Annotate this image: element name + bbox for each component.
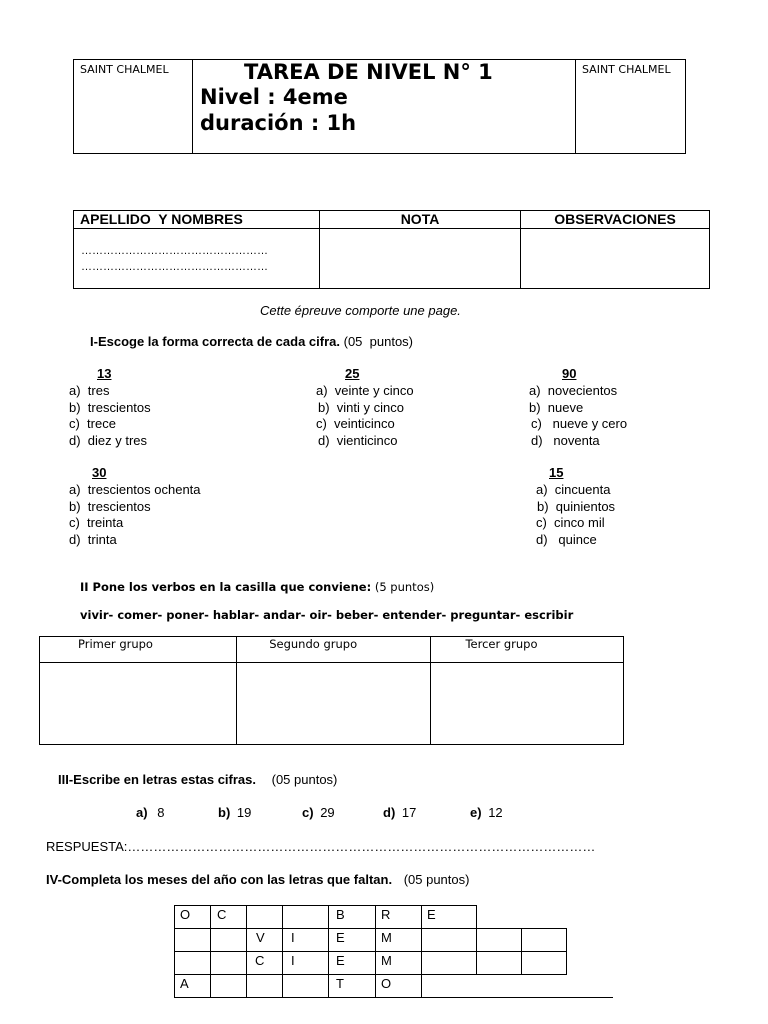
number-item-a: a) 8 — [136, 805, 165, 820]
header-box — [73, 59, 686, 154]
verb-groups-table — [39, 636, 624, 745]
option-25-b[interactable]: b) vinti y cinco — [318, 399, 404, 415]
section3-points: (05 puntos) — [271, 772, 338, 787]
section2-points: (5 puntos) — [374, 580, 435, 594]
section3-heading — [58, 772, 337, 787]
option-30-c[interactable]: c) treinta — [69, 515, 124, 531]
options-13 — [69, 383, 151, 449]
grid-cell-r1c5: B — [328, 905, 376, 929]
months-grid — [174, 905, 614, 1000]
third-group-cell[interactable] — [431, 663, 624, 745]
section2-heading — [80, 580, 434, 594]
option-90-d[interactable]: d) noventa — [531, 432, 600, 448]
col-header-observations: OBSERVACIONES — [554, 211, 676, 227]
section4-title: IV-Completa los meses del año con las letras que faltan. — [46, 872, 393, 887]
school-name-left: SAINT CHALMEL — [80, 63, 169, 76]
section1-title: I-Escoge la forma correcta de cada cifra. — [90, 334, 340, 349]
grid-cell-r2c6: M — [375, 928, 422, 952]
grid-cell-r4c4[interactable] — [282, 974, 329, 998]
option-25-d[interactable]: d) vienticinco — [318, 432, 398, 448]
number-25: 25 — [345, 366, 360, 381]
number-item-c: c) 29 — [302, 805, 335, 820]
grid-cell-r1c4[interactable] — [282, 905, 329, 929]
grid-cell-r3c9[interactable] — [521, 951, 567, 975]
header-divider-left — [192, 60, 193, 153]
page-notice: Cette épreuve comporte une page. — [260, 303, 461, 318]
grid-cell-r4c1: A — [174, 974, 211, 998]
grid-cell-r3c4: I — [282, 951, 329, 975]
grid-cell-r2c2[interactable] — [210, 928, 247, 952]
option-25-c[interactable]: c) veinticinco — [316, 416, 395, 432]
options-30 — [69, 482, 201, 548]
grid-cell-r3c8[interactable] — [476, 951, 522, 975]
section1-points: (05 puntos) — [343, 334, 413, 349]
col-header-grade: NOTA — [400, 211, 440, 227]
option-90-a[interactable]: a) novecientos — [529, 383, 618, 398]
grid-cell-r4c3[interactable] — [246, 974, 283, 998]
grid-cell-r2c7[interactable] — [421, 928, 477, 952]
option-13-d[interactable]: d) diez y tres — [69, 432, 148, 448]
name-field-line-1[interactable]: …………………………………………… — [81, 245, 268, 257]
number-13: 13 — [97, 366, 112, 381]
section1-heading — [90, 334, 413, 349]
grid-cell-r1c7: E — [421, 905, 477, 929]
option-13-a[interactable]: a) tres — [69, 383, 110, 398]
number-item-b: b) 19 — [218, 805, 252, 820]
number-item-d: d) 17 — [383, 805, 417, 820]
observations-field[interactable] — [521, 229, 709, 288]
option-13-b[interactable]: b) trescientos — [69, 399, 151, 415]
section4-points: (05 puntos) — [403, 872, 470, 887]
first-group-cell[interactable] — [40, 663, 237, 745]
student-info-table — [73, 210, 710, 289]
option-15-c[interactable]: c) cinco mil — [536, 515, 605, 531]
grid-cell-r4c2[interactable] — [210, 974, 247, 998]
grid-cell-r3c5: E — [328, 951, 376, 975]
col-header-third-group: Tercer grupo — [431, 637, 624, 663]
number-30: 30 — [92, 465, 107, 480]
grid-cell-r2c1[interactable] — [174, 928, 211, 952]
grid-cell-r2c3: V — [246, 928, 283, 952]
grid-cell-r2c4: I — [282, 928, 329, 952]
option-25-a[interactable]: a) veinte y cinco — [316, 383, 414, 398]
name-field-line-2[interactable]: …………………………………………… — [81, 261, 268, 273]
grid-cell-r2c9[interactable] — [521, 928, 567, 952]
option-15-b[interactable]: b) quinientos — [537, 498, 616, 514]
options-15 — [536, 482, 615, 548]
col-header-name: APELLIDO Y NOMBRES — [80, 211, 243, 227]
section2-title: II Pone los verbos en la casilla que conviene: — [80, 580, 372, 594]
school-name-right: SAINT CHALMEL — [582, 63, 671, 76]
grid-cell-r4c6: O — [375, 974, 422, 998]
col-header-first-group: Primer grupo — [40, 637, 237, 663]
grid-cell-r3c7[interactable] — [421, 951, 477, 975]
grid-underline — [421, 997, 613, 998]
col-header-second-group: Segundo grupo — [237, 637, 431, 663]
grid-cell-r2c5: E — [328, 928, 376, 952]
section4-heading — [46, 872, 469, 887]
option-90-b[interactable]: b) nueve — [529, 399, 584, 415]
grid-cell-r4c5: T — [328, 974, 376, 998]
option-15-a[interactable]: a) cincuenta — [536, 482, 611, 497]
grid-cell-r2c8[interactable] — [476, 928, 522, 952]
grid-cell-r1c3[interactable] — [246, 905, 283, 929]
options-25 — [316, 383, 414, 449]
header-divider-right — [575, 60, 576, 153]
options-90 — [529, 383, 627, 449]
level-label: Nivel : 4eme — [200, 85, 348, 109]
grid-cell-r1c6: R — [375, 905, 422, 929]
option-13-c[interactable]: c) trece — [69, 416, 116, 432]
option-90-c[interactable]: c) nueve y cero — [531, 416, 628, 432]
grid-cell-r3c1[interactable] — [174, 951, 211, 975]
grid-cell-r3c2[interactable] — [210, 951, 247, 975]
option-15-d[interactable]: d) quince — [536, 531, 597, 547]
grid-cell-r3c6: M — [375, 951, 422, 975]
option-30-b[interactable]: b) trescientos — [69, 498, 151, 514]
verb-list: vivir- comer- poner- hablar- andar- oir- beber- entender- preguntar- escribir — [80, 608, 574, 622]
section3-title: III-Escribe en letras estas cifras. — [58, 772, 256, 787]
grid-cell-r1c1: O — [174, 905, 211, 929]
option-30-a[interactable]: a) trescientos ochenta — [69, 482, 201, 497]
number-90: 90 — [562, 366, 577, 381]
number-15: 15 — [549, 465, 564, 480]
grid-cell-r3c3: C — [246, 951, 283, 975]
grade-field[interactable] — [320, 229, 520, 288]
option-30-d[interactable]: d) trinta — [69, 531, 117, 547]
answer-line[interactable]: RESPUESTA:……………………………………………………………………………………………… — [46, 839, 596, 854]
grid-cell-r1c2: C — [210, 905, 247, 929]
duration-label: duración : 1h — [200, 111, 357, 135]
number-item-e: e) 12 — [470, 805, 503, 820]
second-group-cell[interactable] — [237, 663, 431, 745]
page-title: TAREA DE NIVEL N° 1 — [244, 60, 493, 84]
